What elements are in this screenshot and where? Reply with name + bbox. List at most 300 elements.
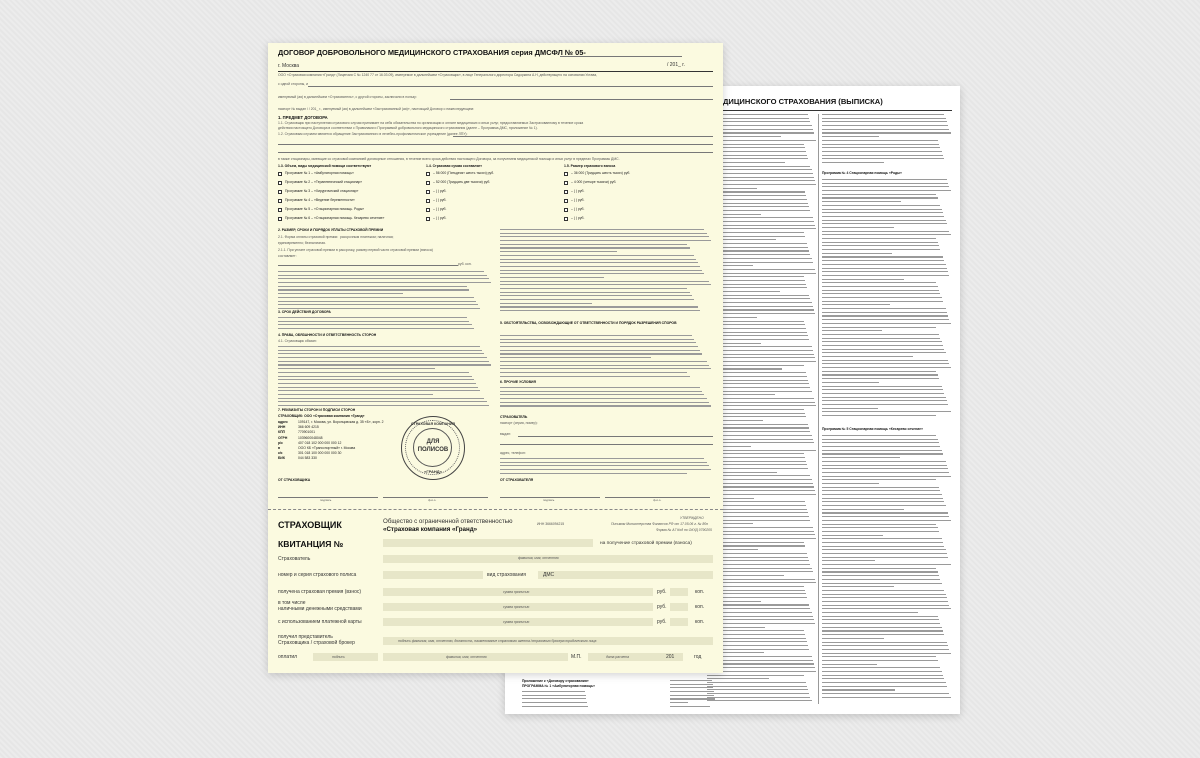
text-line <box>822 605 949 606</box>
clauses-2 <box>278 271 493 311</box>
text-line <box>822 435 936 436</box>
requisite-value: ООО КБ «Трансспортный» г. Москва <box>298 446 356 450</box>
text-line <box>822 590 944 591</box>
program-fee: – ( ) руб. <box>571 189 585 193</box>
header-rule <box>278 71 713 72</box>
requisite-value: 407 018 102 000 000 000 12 <box>298 440 342 445</box>
text-line <box>822 260 944 261</box>
text-line <box>822 356 913 357</box>
text-line <box>822 616 938 617</box>
text-line <box>500 306 698 307</box>
text-line <box>822 512 948 513</box>
receipt-org-2: «Страховая компания «Гранд» <box>383 526 478 533</box>
text-line <box>278 324 472 325</box>
text-line <box>707 273 816 274</box>
back-col-right-1 <box>822 114 952 166</box>
program-checkbox[interactable] <box>278 217 282 221</box>
text-line <box>822 653 951 654</box>
clause-2-1-1b: составляет: <box>278 254 297 258</box>
insurance-type-field[interactable] <box>538 571 713 579</box>
text-line <box>822 297 942 298</box>
text-line <box>822 249 940 250</box>
kop-field[interactable] <box>670 603 688 611</box>
text-line <box>822 457 900 458</box>
program-sum: – 56 000 (Пятьдесят шесть тысяч) руб. <box>433 171 495 175</box>
fee-checkbox[interactable] <box>564 181 568 185</box>
program-fee: – 4 000 (четыре тысячи) руб. <box>571 180 617 184</box>
text-line <box>822 264 946 265</box>
text-line <box>822 338 940 339</box>
text-line <box>278 372 469 373</box>
text-line <box>822 450 942 451</box>
text-line <box>707 442 814 443</box>
text-line <box>500 353 702 354</box>
text-line <box>822 490 940 491</box>
other-side: с одной стороны, и <box>278 82 308 86</box>
text-line <box>822 531 939 532</box>
sum-checkbox[interactable] <box>426 208 430 212</box>
text-line <box>822 516 949 517</box>
text-line <box>822 158 944 159</box>
text-line <box>500 229 704 230</box>
text-line <box>278 346 480 347</box>
text-line <box>278 293 403 294</box>
text-line <box>822 594 946 595</box>
text-line <box>278 289 469 290</box>
text-line <box>707 686 807 687</box>
text-line <box>822 553 947 554</box>
text-line <box>822 697 951 698</box>
insurance-type-value: ДМС <box>543 572 555 578</box>
requisite-key: р/с <box>278 440 283 445</box>
text-line <box>822 386 942 387</box>
text-line <box>822 505 946 506</box>
program-label: Программе № 5 – «Стационарная помощь. Роды» <box>285 207 365 211</box>
program-4-heading: Программа № 4 Стационарная помощь «Роды» <box>822 171 902 175</box>
program-checkbox[interactable] <box>278 199 282 203</box>
text-line <box>707 140 816 141</box>
text-line <box>822 686 947 687</box>
text-line <box>822 542 943 543</box>
fio-caption-2: ф.и.о. <box>653 498 662 502</box>
text-line <box>500 262 698 263</box>
receipt-purpose: на получение страховой премии (взноса) <box>600 541 692 546</box>
text-line <box>707 671 816 672</box>
requisite-value: 109147, г. Москва, ул. Воронцовская д. 35 «Б», корп. 2 <box>298 420 384 424</box>
text-line <box>822 330 882 331</box>
text-line <box>822 411 951 412</box>
text-line <box>500 244 687 245</box>
text-line <box>707 228 816 229</box>
text-line <box>707 180 815 181</box>
text-line <box>500 335 692 336</box>
text-line <box>822 349 944 350</box>
row-policyholder-label: Страхователь <box>278 556 311 562</box>
text-line <box>707 663 814 664</box>
text-line <box>822 446 940 447</box>
text-line <box>278 350 482 351</box>
text-line <box>822 575 939 576</box>
sum-checkbox[interactable] <box>426 199 430 203</box>
program-checkbox[interactable] <box>278 208 282 212</box>
text-line <box>500 259 696 260</box>
clause-1-1b: действия настоящего Договора в соответствии с Правилами и Программой добровольного медицинского страхования (далее – Программа ДМС, приложение № 1). <box>278 126 538 130</box>
sum-checkbox[interactable] <box>426 190 430 194</box>
text-line <box>500 473 687 474</box>
back-col-left <box>707 114 817 709</box>
program-sum: – ( ) руб. <box>433 216 447 220</box>
text-line <box>278 357 487 358</box>
received-by: получил представитель <box>278 634 333 640</box>
clauses-4 <box>278 346 493 409</box>
fee-checkbox[interactable] <box>564 190 568 194</box>
text-line <box>822 642 947 643</box>
text-line <box>500 292 690 293</box>
stationar-note: в также стационары, имеющие со страховой компанией договорные отношения, в течение всего срока действия настоящего Договора, за получением медицинской помощи и иных услуг в пределах Программы ДМС. <box>278 157 620 161</box>
text-line <box>822 382 879 383</box>
text-line <box>822 535 883 536</box>
text-line <box>278 308 480 309</box>
text-line <box>500 462 707 463</box>
program-sum: – ( ) руб. <box>433 198 447 202</box>
text-line <box>707 313 815 314</box>
text-line <box>278 401 487 402</box>
program-checkbox[interactable] <box>278 190 282 194</box>
hint-fio: фамилия, имя, отчество <box>518 556 559 560</box>
text-line <box>822 275 949 276</box>
text-line <box>670 684 713 685</box>
text-line <box>822 238 936 239</box>
preamble: ООО «Страховая компания «Гранд» (Лицензия С № 1240 77 от 16.03.09), именуемое в дальнейшем «Страховщик», в лице Генерального директора Сидоркина А.Н, действующего на основании Устава, <box>278 73 598 77</box>
text-line <box>278 376 472 377</box>
text-line <box>822 638 884 639</box>
rub-kop: руб. коп. <box>458 262 472 266</box>
text-line <box>822 404 948 405</box>
requisite-key: БИК <box>278 456 285 461</box>
text-line <box>822 118 946 119</box>
section-6-heading: 6. ПРОЧИЕ УСЛОВИЯ <box>500 380 536 384</box>
program-checkbox[interactable] <box>278 172 282 176</box>
clinic-line-1 <box>453 136 713 137</box>
passport-series: паспорт (серия, номер): <box>500 421 538 425</box>
clause-2-1-1: 2.1.1. При уплате страховой премии в рассрочку, размер первой части страховой премии (взноса) <box>278 248 433 252</box>
text-line <box>822 400 947 401</box>
insurer-requisites-head: СТРАХОВЩИК: ООО «Страховая компания «Гранд» <box>278 414 365 418</box>
text-line <box>500 387 700 388</box>
text-line <box>707 177 814 178</box>
text-line <box>822 549 946 550</box>
text-line <box>278 387 478 388</box>
text-line <box>707 623 815 624</box>
section-7-heading: 7. РЕКВИЗИТЫ СТОРОН И ПОДПИСИ СТОРОН <box>278 408 356 412</box>
issued: выдан: <box>500 432 511 436</box>
section-3-heading: 3. СРОК ДЕЙСТВИЯ ДОГОВОРА <box>278 310 331 314</box>
text-line <box>822 498 943 499</box>
text-line <box>822 125 948 126</box>
requisite-key: КПП <box>278 430 285 435</box>
text-line <box>822 308 946 309</box>
text-line <box>278 321 469 322</box>
receipt-insurer: СТРАХОВЩИК <box>278 520 342 530</box>
text-line <box>500 295 692 296</box>
text-line <box>822 286 938 287</box>
col-fee-head: 1.5. Размер страхового взноса <box>564 164 616 168</box>
text-line <box>822 623 940 624</box>
appendix-text-2 <box>670 680 715 710</box>
text-line <box>707 538 816 539</box>
policyholder-named: именуемый (ая) в дальнейшем «Страхователь», с другой стороны, заключили в пользу: <box>278 95 417 99</box>
fio-caption: ф.и.о. <box>428 498 437 502</box>
text-line <box>500 251 617 252</box>
text-line <box>522 702 587 703</box>
text-line <box>822 209 942 210</box>
text-line <box>822 253 892 254</box>
text-line <box>500 339 694 340</box>
text-line <box>822 301 943 302</box>
text-line <box>500 402 709 403</box>
form-code: Форма № А7 Код по ОКУД 0790205 <box>656 528 712 532</box>
text-line <box>500 394 704 395</box>
text-line <box>822 271 948 272</box>
text-line <box>822 319 949 320</box>
appendix-title: Приложение к «Договору страхования» <box>522 679 589 683</box>
text-line <box>500 458 704 459</box>
text-line <box>822 245 939 246</box>
text-line <box>500 233 707 234</box>
text-line <box>822 487 939 488</box>
policy-number-field[interactable] <box>383 571 483 579</box>
text-line <box>822 472 949 473</box>
sum-checkbox[interactable] <box>426 172 430 176</box>
text-line <box>822 190 951 191</box>
requisite-value: 044 583 330 <box>298 456 317 461</box>
kop-field[interactable] <box>670 588 688 596</box>
text-line <box>822 345 943 346</box>
text-line <box>822 393 944 394</box>
representative-hint: подпись фамилия, имя, отчество, должность, наименование страхового агента /страхового брокера юридического лица <box>398 639 597 643</box>
text-line <box>822 352 946 353</box>
text-line <box>822 479 936 480</box>
text-line <box>707 678 769 679</box>
section-1-heading: 1. ПРЕДМЕТ ДОГОВОРА <box>278 115 328 120</box>
text-line <box>707 667 815 668</box>
text-line <box>822 483 879 484</box>
cut-line <box>268 509 723 510</box>
requisite-key: к/с <box>278 451 283 456</box>
address-phone: адрес, телефон: <box>500 451 526 455</box>
kop-label: коп. <box>695 589 705 595</box>
text-line <box>500 240 711 241</box>
text-line <box>500 284 711 285</box>
program-checkbox[interactable] <box>278 181 282 185</box>
text-line <box>822 675 943 676</box>
clause-4-1: 4.1. Страховщик обязан: <box>278 339 317 343</box>
paid-fio-hint: фамилия, имя, отчество <box>446 655 487 659</box>
requisite-key: ИНН <box>278 425 286 430</box>
text-line <box>500 391 702 392</box>
fee-checkbox[interactable] <box>564 199 568 203</box>
fee-checkbox[interactable] <box>564 208 568 212</box>
section-4-heading: 4. ПРАВА, ОБЯЗАННОСТИ И ОТВЕТСТВЕННОСТЬ СТОРОН <box>278 333 377 337</box>
policyholder-head: СТРАХОВАТЕЛЬ <box>500 415 528 419</box>
requisite-value: 1039600048048 <box>298 435 323 440</box>
text-line <box>707 354 814 355</box>
section-2-heading: 2. РАЗМЕР, СРОКИ И ПОРЯДОК УПЛАТЫ СТРАХОВОЙ ПРЕМИИ <box>278 228 384 232</box>
text-line <box>822 586 894 587</box>
text-line <box>822 227 894 228</box>
text-line <box>822 223 947 224</box>
fee-checkbox[interactable] <box>564 217 568 221</box>
text-line <box>670 706 710 707</box>
kop-label: коп. <box>695 619 705 625</box>
text-line <box>707 531 814 532</box>
fee-checkbox[interactable] <box>564 172 568 176</box>
sum-row-label-2: наличными денежными средствами <box>278 606 362 612</box>
text-line <box>278 297 474 298</box>
text-line <box>500 350 700 351</box>
contract-date: / 201_ г. <box>667 62 685 68</box>
text-line <box>278 394 433 395</box>
text-line <box>707 579 815 580</box>
paid-sign-field[interactable] <box>313 653 378 661</box>
text-line <box>500 281 709 282</box>
text-line <box>822 201 901 202</box>
text-line <box>822 312 947 313</box>
text-line <box>822 468 948 469</box>
text-line <box>822 612 918 613</box>
title-underline <box>723 110 952 111</box>
text-line <box>822 568 936 569</box>
text-line <box>707 361 816 362</box>
text-line <box>822 279 904 280</box>
text-line <box>500 342 696 343</box>
receipt-number-field[interactable] <box>383 539 593 547</box>
text-line <box>278 368 435 369</box>
text-line <box>707 309 814 310</box>
text-line <box>278 304 478 305</box>
text-line <box>822 476 951 477</box>
text-line <box>670 680 712 681</box>
issued-line <box>518 436 713 437</box>
col-sum-head: 1.4. Страховая сумма составляет <box>426 164 482 168</box>
text-line <box>822 327 936 328</box>
text-line <box>822 155 943 156</box>
text-line <box>822 220 946 221</box>
text-line <box>822 439 938 440</box>
text-line <box>822 374 938 375</box>
section-5-heading: 5. ОБСТОЯТЕЛЬСТВА, ОСВОБОЖДАЮЩИЕ ОТ ОТВЕТСТВЕННОСТИ И ПОРЯДОК РАЗРЕШЕНИЯ СПОРОВ <box>500 321 677 325</box>
text-line <box>500 465 709 466</box>
issued-line-2 <box>500 444 713 445</box>
company-stamp: СТРАХОВАЯ КОМПАНИЯ ДЛЯ ПОЛИСОВ «ГРАНД» <box>401 416 465 480</box>
text-line <box>822 656 936 657</box>
text-line <box>822 667 940 668</box>
text-line <box>500 247 690 248</box>
text-line <box>822 231 949 232</box>
contract-title: ДОГОВОР ДОБРОВОЛЬНОГО МЕДИЦИНСКОГО СТРАХОВАНИЯ серия ДМСФЛ № 05- <box>278 48 586 57</box>
text-line <box>822 524 936 525</box>
row-policy-number-label: номер и серия страхового полиса <box>278 572 357 578</box>
appendix-text <box>522 691 592 711</box>
text-line <box>707 402 815 403</box>
text-line <box>822 367 951 368</box>
requisite-key: в <box>278 446 281 450</box>
text-line <box>707 494 816 495</box>
text-line <box>822 147 940 148</box>
text-line <box>822 571 938 572</box>
program-sum: – 52 000 (Тридцать две тысячи) руб. <box>433 180 491 184</box>
text-line <box>822 397 946 398</box>
text-line <box>822 693 949 694</box>
text-line <box>822 121 947 122</box>
text-line <box>822 494 942 495</box>
text-line <box>278 353 484 354</box>
text-line <box>707 225 815 226</box>
kop-field[interactable] <box>670 618 688 626</box>
text-line <box>822 212 943 213</box>
text-line <box>822 442 939 443</box>
sum-row-label: в том числе <box>278 600 306 606</box>
text-line <box>670 691 714 692</box>
text-line <box>278 286 467 287</box>
approved-letter: Письмом Министерства Финансов РФ от 17.05.06 г. № 80н <box>611 522 709 526</box>
paid-sign-hint: подпись <box>332 655 345 659</box>
requisite-value: 770901001 <box>298 430 315 435</box>
text-line <box>822 256 943 257</box>
text-line <box>500 405 711 406</box>
text-line <box>500 376 690 377</box>
right-clauses-6 <box>500 387 713 409</box>
sign-caption: подпись <box>320 498 332 502</box>
text-line <box>278 317 467 318</box>
text-line <box>500 277 604 278</box>
text-line <box>822 132 951 133</box>
text-line <box>822 162 884 163</box>
text-line <box>707 398 814 399</box>
text-line <box>707 405 816 406</box>
sum-checkbox[interactable] <box>426 217 430 221</box>
text-line <box>822 579 940 580</box>
pay-date-hint: дата расчета <box>606 655 630 659</box>
text-line <box>822 660 938 661</box>
text-line <box>822 501 944 502</box>
clauses-3 <box>278 317 493 331</box>
text-line <box>822 360 948 361</box>
text-line <box>822 630 943 631</box>
text-line <box>500 310 700 311</box>
city: г. Москва <box>278 63 300 69</box>
front-page-contract <box>268 43 723 673</box>
text-line <box>822 114 944 115</box>
text-line <box>500 372 687 373</box>
beneficiary-line <box>450 99 713 100</box>
text-line <box>822 682 946 683</box>
text-line <box>707 450 816 451</box>
text-line <box>822 194 936 195</box>
text-line <box>822 315 948 316</box>
sum-checkbox[interactable] <box>426 181 430 185</box>
text-line <box>522 691 585 692</box>
text-line <box>278 383 476 384</box>
text-line <box>822 183 948 184</box>
right-clauses-5 <box>500 335 713 378</box>
text-line <box>278 379 474 380</box>
program-label: Программе № 3 – «Хирургический стационар» <box>285 189 359 193</box>
text-line <box>707 184 816 185</box>
text-line <box>278 301 476 302</box>
text-line <box>822 363 949 364</box>
text-line <box>707 582 816 583</box>
